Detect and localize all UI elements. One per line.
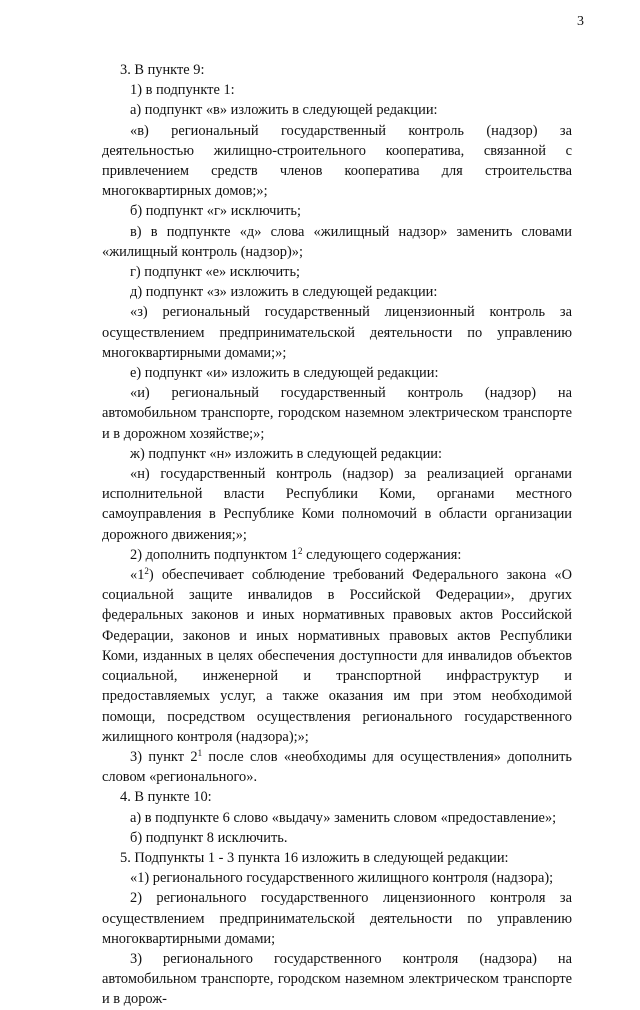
paragraph: 1) в подпункте 1: <box>130 82 235 99</box>
paragraph: в) в подпункте «д» слова «жилищный надзор» заменить словами «жилищный контроль (надзор)»; <box>102 223 572 260</box>
paragraph: е) подпункт «и» изложить в следующей редакции: <box>130 365 439 382</box>
text-run: после слов «необходимы для осуществления» дополнить словом «регионального». <box>102 748 572 786</box>
paragraph: 3) регионального государственного контроля (надзора) на автомобильном транспорте, городском наземном электрическом транспорте и в дорож- <box>102 950 572 1008</box>
paragraph: д) подпункт «з» изложить в следующей редакции: <box>130 284 438 301</box>
paragraph: «з) региональный государственный лицензионный контроль за осуществлением предпринимательской деятельности по управлению многоквартирными домами;»; <box>102 304 572 361</box>
text-run: ) обеспечивает соблюдение требований Федерального закона «О социальной защите инвалидов в Российской Федерации», других федеральных законов и иных нормативных правовых актов Российской Федерации, законов и иных нормативных правовых актов Республики Коми, изданных в целях обеспечения доступности для инвалидов объектов социальной, инженерной и транспортной инфраструктур и предоставляемых услуг, а также оказания им при этом необходимой помощи, посредством осуществления регионального государственного жилищного контроля (надзора);»; <box>102 567 572 745</box>
text-run: следующего содержания: <box>302 546 462 563</box>
section-heading: 3. В пункте 9: <box>120 62 205 78</box>
paragraph <box>102 565 572 747</box>
paragraph: «1) регионального государственного жилищного контроля (надзора); <box>130 870 554 887</box>
paragraph: ж) подпункт «н» изложить в следующей редакции: <box>130 445 442 462</box>
superscript: 2 <box>297 545 303 556</box>
paragraph: а) подпункт «в» изложить в следующей редакции: <box>130 102 438 119</box>
text-run: «1 <box>130 567 145 584</box>
superscript: 2 <box>144 566 149 577</box>
paragraph <box>102 747 572 787</box>
page-number: 3 <box>577 14 584 29</box>
paragraph <box>102 545 572 565</box>
paragraph: «и) региональный государственный контроль (надзор) на автомобильном транспорте, городском наземном электрическом транспорте и в дорожном хозяйстве;»; <box>102 385 572 442</box>
text-run: 3) пункт 2 <box>130 748 198 765</box>
paragraph: 2) регионального государственного лицензионного контроля за осуществлением предпринимательской деятельности по управлению многоквартирными домами; <box>102 890 572 947</box>
paragraph: а) в подпункте 6 слово «выдачу» заменить словом «предоставление»; <box>130 809 557 826</box>
section-heading: 5. Подпункты 1 - 3 пункта 16 изложить в следующей редакции: <box>120 849 509 866</box>
paragraph: б) подпункт «г» исключить; <box>130 203 301 220</box>
paragraph: «в) региональный государственный контроль (надзор) за деятельностью жилищно-строительного кооператива, связанной с привлечением средств членов кооператива для строительства многоквартирных домов;»; <box>102 122 572 200</box>
paragraph: «н) государственный контроль (надзор) за реализацией органами исполнительной власти Республики Коми, органами местного самоуправления в Республике Коми полномочий в области организации дорожного движения;»; <box>102 466 572 543</box>
paragraph: г) подпункт «е» исключить; <box>130 264 301 281</box>
paragraph: б) подпункт 8 исключить. <box>130 829 288 846</box>
superscript: 1 <box>197 747 203 758</box>
text-run: 2) дополнить подпунктом 1 <box>130 546 298 563</box>
document-body <box>102 60 572 1010</box>
section-heading: 4. В пункте 10: <box>120 789 212 806</box>
